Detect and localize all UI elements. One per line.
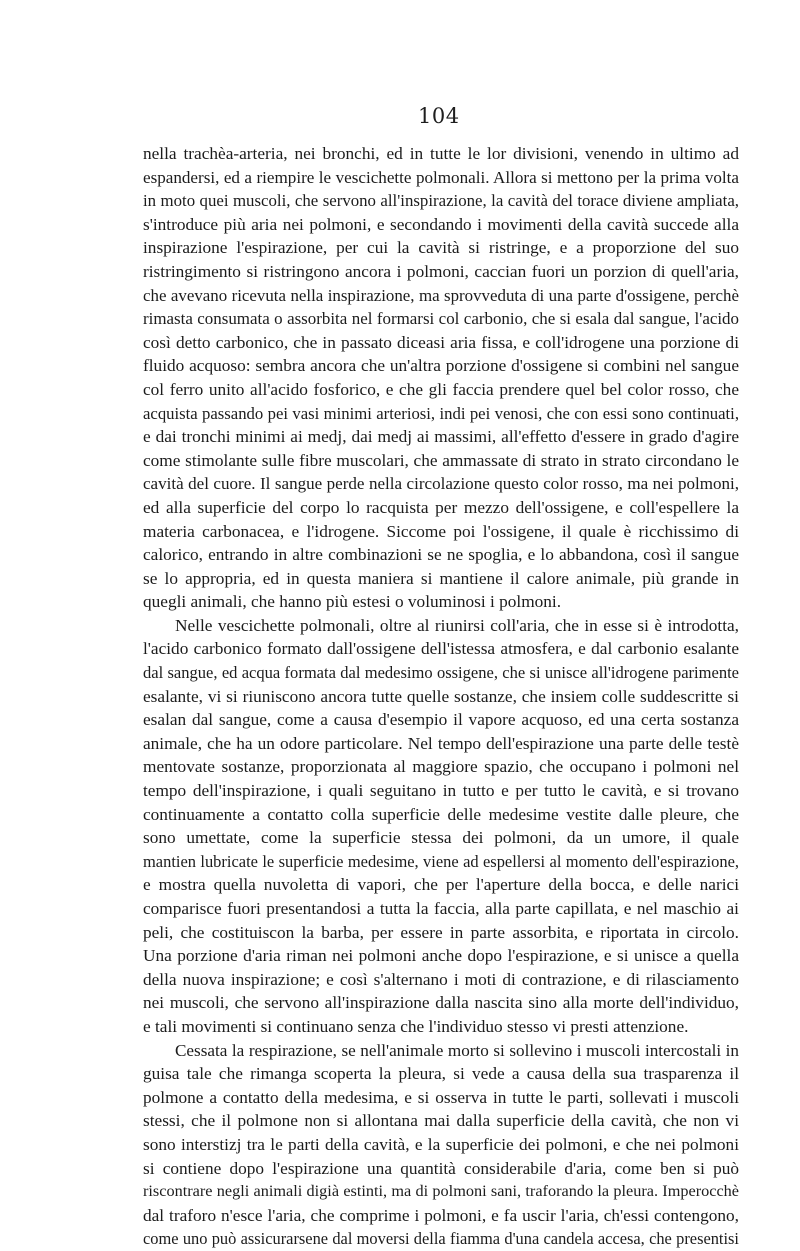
text-line: Nelle vescichette polmonali, oltre al riunirsi coll'aria, che in esse si è introdotta, [175,615,739,635]
text-line: si contiene dopo l'espirazione una quantità considerabile d'aria, come ben si può [143,1158,739,1178]
body-text [143,142,739,1251]
text-line: Cessata la respirazione, se nell'animale morto si sollevino i muscoli intercostali in [175,1040,739,1060]
text-line: animale, che ha un odore particolare. Nel tempo dell'espirazione una parte delle testè [143,733,739,753]
text-line: esalan dal sangue, come a causa d'esempio il vapore acquoso, ed una certa sostanza [143,710,739,730]
text-line: sono umettate, come la superficie stessa dei polmoni, da un umore, il quale [143,828,739,848]
text-line: tempo dell'inspirazione, i quali seguitano in tutto e per tutto le cavità, e si trovano [143,781,739,801]
text-line: guisa tale che rimanga scoperta la pleura, si vede a causa della sua trasparenza il [143,1064,739,1084]
text-line: polmone a contatto della medesima, e si osserva in tutte le parti, sollevati i muscoli [143,1087,739,1107]
text-line: mentovate sostanze, proporzionata al maggiore spazio, che occupano i polmoni nel [143,757,739,777]
text-line: che avevano ricevuta nella inspirazione, ma sprovveduta di una parte d'ossigene, perchè [143,285,739,305]
text-line: come stimolante sulle fibre muscolari, che ammassate di strato in strato circondano le [143,450,739,470]
text-line: comparisce fuori presentandosi a tutta la faccia, alla parte capillata, e nel maschio ai [143,899,739,918]
paragraph [143,142,739,614]
text-line: continuamente a contatto colla superficie delle medesime vestite dalle pleure, che [143,804,739,824]
text-line: dal sangue, ed acqua formata dal medesimo ossigene, che si unisce all'idrogene parimente [143,663,739,683]
text-line: calorico, entrando in altre combinazioni se ne spoglia, e lo abbandona, così il sangue [143,545,739,565]
text-line: espandersi, ed a riempire le vescichette polmonali. Allora si mettono per la prima volta [143,167,739,187]
text-line: mantien lubricate le superficie medesime, viene ad espellersi al momento dell'espirazione, [143,851,739,871]
text-line: come uno può assicurarsene dal moversi della fiamma d'una candela accesa, che presentisi [143,1229,739,1249]
text-line: Una porzione d'aria riman nei polmoni anche dopo l'espirazione, e si unisce a quella [143,946,739,966]
text-line: sono interstizj tra le parti della cavità, e la superficie dei polmoni, e che nei polmoni [143,1134,739,1154]
text-line: cavità del cuore. Il sangue perde nella circolazione questo color rosso, ma nei polmoni, [143,474,739,494]
text-line: nella trachèa-arteria, nei bronchi, ed in tutte le lor divisioni, venendo in ultimo ad [143,144,739,163]
text-line: e dai tronchi minimi ai medj, dai medj ai massimi, all'effetto d'essere in grado d'agire [143,427,739,447]
text-line: col ferro unito all'acido fosforico, e che gli faccia prendere quel bel color rosso, che [143,379,739,399]
text-line: e mostra quella nuvoletta di vapori, che per l'aperture della bocca, e delle narici [143,875,739,895]
text-line: stessi, che il polmone non si allontana mai dalla superficie della cavità, che non vi [143,1111,739,1131]
text-line: in moto quei muscoli, che servono all'inspirazione, la cavità del torace diviene ampliata, [143,191,739,211]
text-line: ristringimento si ristringono ancora i polmoni, caccian fuori un porzion di quell'aria, [143,261,739,281]
paragraph [143,1039,739,1251]
text-line: fluido acquoso: sembra ancora che un'altra porzione d'ossigene si combini nel sangue [143,356,739,376]
text-line: l'acido carbonico formato dall'ossigene dell'istessa atmosfera, e dal carbonio esalante [143,639,739,659]
text-line: inspirazione l'espirazione, per cui la cavità si ristringe, e a proporzione del suo [143,238,739,258]
text-line: e tali movimenti si continuano senza che l'individuo stesso vi presti attenzione. [143,1016,689,1036]
text-line: riscontrare negli animali digià estinti, ma di polmoni sani, traforando la pleura. Imperocchè [143,1182,739,1201]
text-line: materia carbonacea, e l'idrogene. Siccome poi l'ossigene, il quale è ricchissimo di [143,521,739,541]
text-line: se lo appropria, ed in questa maniera si mantiene il calore animale, più grande in [143,568,739,588]
text-line: rimasta consumata o assorbita nel formarsi col carbonio, che si esala dal sangue, l'acido [143,309,739,329]
text-line: nei muscoli, che servono all'inspirazione dalla nascita sino alla morte dell'individuo, [143,993,739,1013]
text-line: s'introduce più aria nei polmoni, e secondando i movimenti della cavità succede alla [143,214,739,234]
text-line: quegli animali, che hanno più estesi o voluminosi i polmoni. [143,592,562,612]
text-line: della nuova inspirazione; e così s'alternano i moti di contrazione, e di rilasciamento [143,969,739,989]
page-number: 104 [418,104,460,128]
text-line: peli, che costituiscon la barba, per essere in parte assorbita, e riportata in circolo. [143,922,739,942]
paragraph [143,614,739,1039]
text-line: così detto carbonico, che in passato diceasi aria fissa, e coll'idrogene una porzione di [143,332,739,352]
text-line: ed alla superficie del corpo lo racquista per mezzo dell'ossigene, e coll'espellere la [143,497,739,517]
text-line: acquista passando pei vasi minimi arteriosi, indi pei venosi, che con essi sono continuati, [143,403,739,423]
text-line: esalante, vi si riuniscono ancora tutte quelle sostanze, che insiem colle suddescritte si [143,686,739,706]
text-line: dal traforo n'esce l'aria, che comprime i polmoni, e fa uscir l'aria, ch'essi contengono, [143,1205,739,1225]
